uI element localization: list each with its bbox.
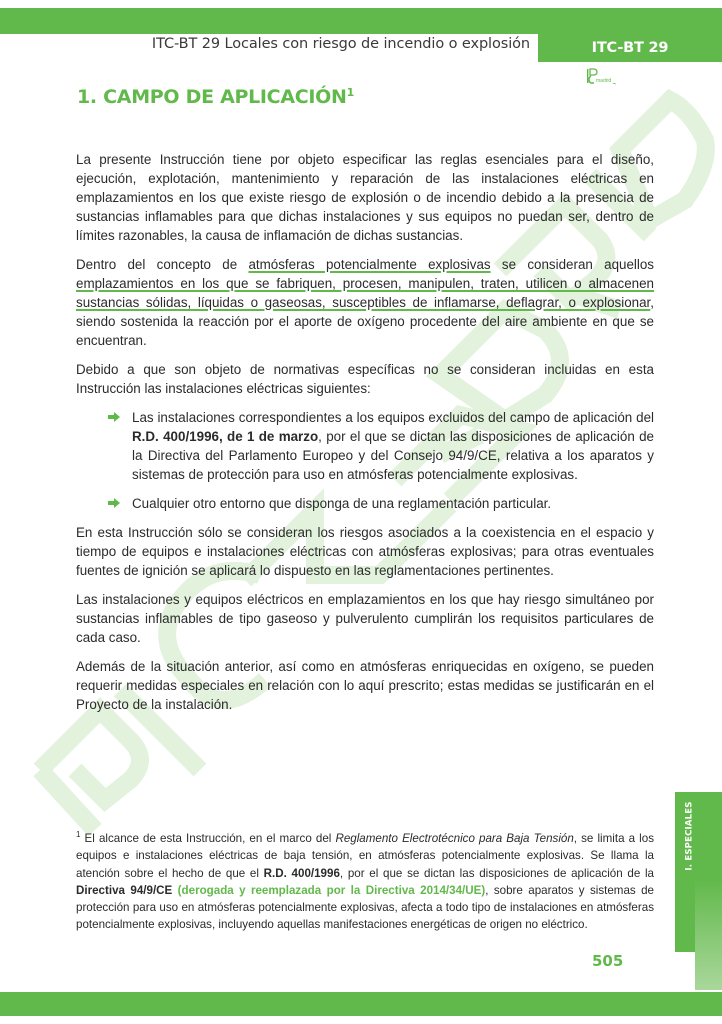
main-content xyxy=(76,150,654,724)
underlined-definition: emplazamientos en los que se fabriquen, procesen, manipulen, traten, utilicen o almacenen sustancias sólidas, líquidas o gaseosas, susceptibles de inflamarse, deflagrar, o explosionar xyxy=(76,276,654,310)
header-tab-label: ITC-BT 29 xyxy=(591,40,669,56)
regulation-title: Reglamento Electrotécnico para Baja Tensión xyxy=(335,832,574,845)
list-item: Cualquier otro entorno que disponga de una reglamentación particular. xyxy=(132,494,654,513)
arrow-right-icon xyxy=(108,498,120,508)
page-number: 505 xyxy=(592,952,624,970)
bottom-green-bar xyxy=(0,992,722,1016)
side-section-label: I. ESPECIALES xyxy=(685,801,695,871)
underlined-term: atmósferas potencialmente explosivas xyxy=(248,257,491,272)
watermark-letter-p xyxy=(40,710,140,830)
svg-text:madrid: madrid xyxy=(596,78,612,84)
list-item: Las instalaciones correspondientes a los equipos excluidos del campo de aplicación del R.D. 400/1996, de 1 de marzo, por el que se dictan las disposiciones de aplicación de la Directiva del Parlamento Europeo y del Consejo 94/9/CE, relativa a los aparatos y sistemas de protección para uso en atmósferas potencialmente explosivas. xyxy=(132,408,654,484)
footnote-marker: 1 xyxy=(76,830,81,839)
arrow-right-icon xyxy=(108,412,120,422)
pic-madrid-logo-icon xyxy=(585,68,629,86)
footnote: $^1$ El alcance de esta Instrucción, en el marco del Reglamento Electrotécnico para Baja Tensión, se limita a los equipos e instalaciones eléctricas de baja tensión, en atmósferas potencialmente explosivas. Se llama la atención sobre el hecho de que el R.D. 400/1996, por el que se dictan las disposiciones de aplicación de la Directiva 94/9/CE (derogada y reemplazada por la Directiva 2014/34/UE), sobre aparatos y sistemas de protección para uso en atmósferas potencialmente explosivas, afecta a todo tipo de instalaciones en atmósferas potencialmente explosivas, incluyendo aquellas manifestaciones energéticas de origen no eléctrico. xyxy=(76,830,655,932)
top-green-bar xyxy=(0,8,722,34)
paragraph-6: Además de la situación anterior, así como en atmósferas enriquecidas en oxígeno, se pueden requerir medidas especiales en relación con lo aquí prescrito; estas medidas se justificarán en el Proyecto de la instalación. xyxy=(76,659,654,712)
header-title: ITC-BT 29 Locales con riesgo de incendio o explosión xyxy=(151,36,530,52)
side-gradient-strip xyxy=(695,880,722,990)
exclusion-list xyxy=(76,408,654,513)
paragraph-3: Debido a que son objeto de normativas específicas no se consideran incluidas en esta Instrucción las instalaciones eléctricas siguientes: xyxy=(76,362,654,396)
paragraph-4: En esta Instrucción sólo se consideran los riesgos asociados a la coexistencia en el espacio y tiempo de equipos e instalaciones eléctricas con atmósferas explosivas; para otras eventuales fuentes de ignición se aplicará lo dispuesto en las reglamentaciones pertinentes. xyxy=(76,525,654,578)
derogation-note: (derogada y reemplazada por la Directiva 2014/34/UE) xyxy=(172,883,486,897)
regulation-reference: R.D. 400/1996, de 1 de marzo xyxy=(132,429,319,444)
paragraph-1: La presente Instrucción tiene por objeto especificar las reglas esenciales para el diseño, ejecución, explotación, mantenimiento y reparación de las instalaciones eléctricas en emplazamientos en los que existe riesgo de explosión o de incendio debido a la presencia de sustancias inflamables para que dichas instalaciones y sus equipos no puedan ser, dentro de límites razonables, la causa de inflamación de dichas sustancias. xyxy=(76,152,654,243)
paragraph-5: Las instalaciones y equipos eléctricos en emplazamientos en los que hay riesgo simultáneo por sustancias inflamables de tipo gaseoso y pulverulento cumplirán los requisitos particulares de cada caso. xyxy=(76,592,654,645)
paragraph-2: Dentro del concepto de atmósferas potencialmente explosivas se consideran aquellos emplazamientos en los que se fabriquen, procesen, manipulen, traten, utilicen o almacenen sustancias sólidas, líquidas o gaseosas, susceptibles de inflamarse, deflagrar, o explosionar, siendo sostenida la reacción por el aporte de oxígeno procedente del aire ambiente en que se encuentran. xyxy=(76,257,655,348)
header-tab xyxy=(538,34,722,62)
section-title: 1. CAMPO DE APLICACIÓN$^1$ xyxy=(77,86,354,108)
footnote-reference[interactable]: 1 xyxy=(346,86,354,99)
